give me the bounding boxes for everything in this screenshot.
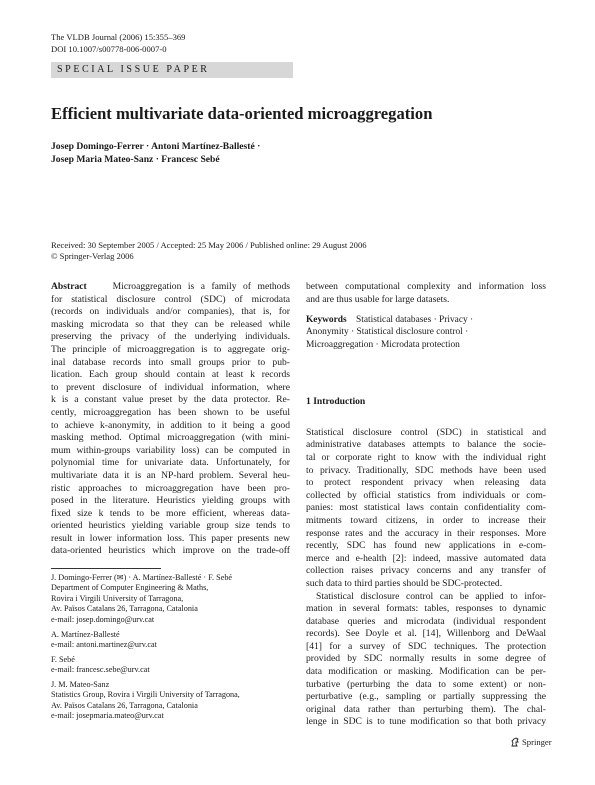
abstract-line: ristic approaches to microaggregation have been pro- <box>51 482 290 494</box>
abstract-line: to achieve k-anonymity, in addition to it being a good <box>51 419 290 431</box>
abstract-line: lication. Each group should contain at least k records <box>51 369 290 381</box>
keywords-line: Microaggregation · Microdata protection <box>306 339 460 350</box>
authors-line-2: Josep Maria Mateo-Sanz · Francesc Sebé <box>51 154 220 165</box>
intro-paragraph-1 <box>306 427 546 591</box>
abstract-line: multivariate data it is an NP-hard problem. Several heu- <box>51 469 290 481</box>
section-heading-introduction: 1 Introduction <box>306 395 366 407</box>
abstract-line: The principle of microaggregation is to aggregate orig- <box>51 343 290 355</box>
affiliation-block <box>51 573 291 625</box>
abstract-continuation <box>306 281 546 306</box>
affiliation-line: F. Sebé <box>51 655 75 664</box>
intro-line: tal or corporate right to know with the individual right <box>306 451 546 463</box>
abstract-line: cently, microaggregation has been shown to be useful <box>51 406 290 418</box>
intro-line: merce and e-health [2]: indeed, massive automated data <box>306 552 546 564</box>
author-list <box>51 140 260 166</box>
intro-line: response rates and the accuracy in their responses. More <box>306 527 546 539</box>
intro-line: to protect respondent privacy when releasing data <box>306 477 546 489</box>
received-dates: Received: 30 September 2005 / Accepted: 25 May 2006 / Published online: 29 August 2006 <box>51 240 367 250</box>
abstract-line: masking microdata so that they can be released while <box>51 318 290 330</box>
abstract-line: result in lower information loss. This paper presents new <box>51 532 290 544</box>
abstract-line: oriented heuristics yielding variable group size tends to <box>51 520 290 532</box>
intro-line: mitments toward citizens, in order to increase their <box>306 514 546 526</box>
intro-line: mation in several formats: tables, responses to dynamic <box>306 603 546 615</box>
abstract-line: data-oriented heuristics which improve on the trade-off <box>51 545 290 557</box>
intro-line: database queries and microdata (individual respondent <box>306 615 546 627</box>
abstract-line: to prevent disclosure of individual information, where <box>51 381 290 393</box>
abstract-line: Abstract Microaggregation is a family of methods <box>51 281 290 292</box>
affiliation-block <box>51 630 291 651</box>
affiliation-line: J. M. Mateo-Sanz <box>51 680 110 689</box>
intro-line: perturbative (e.g., sampling or partially suppressing the <box>306 691 546 703</box>
affiliation-email: e-mail: antoni.martinez@urv.cat <box>51 640 157 650</box>
affiliation-line: J. Domingo-Ferrer (✉) · A. Martínez-Ballesté · F. Sebé <box>51 573 233 582</box>
affiliation-line: Department of Computer Engineering & Maths, <box>51 583 209 593</box>
special-issue-band <box>51 62 293 78</box>
abstract-line: polynomial time for univariate data. Unfortunately, for <box>51 457 290 469</box>
affiliation-line: Av. Països Catalans 26, Tarragona, Catalonia <box>51 604 198 614</box>
journal-header <box>51 32 185 55</box>
abstract-line: masking method. Optimal microaggregation (with mini- <box>51 432 290 444</box>
intro-line: turbative (perturbing the data to some extent) or non- <box>306 678 546 690</box>
intro-line: [41] for a survey of SDC techniques. The protection <box>306 640 546 652</box>
affiliation-block <box>51 655 291 676</box>
intro-line: such data to third parties should be SDC-protected. <box>306 577 503 589</box>
authors-line-1: Josep Domingo-Ferrer · Antoni Martínez-Ballesté · <box>51 141 261 152</box>
abstract-line: mum within-groups variability loss) can be computed in <box>51 444 290 456</box>
publisher-footer <box>510 737 552 747</box>
abstract-label: Abstract <box>51 281 87 292</box>
keywords <box>306 314 546 351</box>
special-issue-label: SPECIAL ISSUE PAPER <box>57 64 210 75</box>
keywords-line: Anonymity · Statistical disclosure control · <box>306 327 469 338</box>
left-column <box>51 281 290 558</box>
affiliation-email: e-mail: josepmaria.mateo@urv.cat <box>51 711 164 721</box>
intro-line: to privacy. Traditionally, SDC methods have been used <box>306 464 546 476</box>
intro-line: panies: most statistical laws contain confidentiality com- <box>306 502 546 514</box>
affiliation-line: Av. Països Catalans 26, Tarragona, Catalonia <box>51 700 198 710</box>
intro-line: records). See Doyle et al. [14], Willenborg and DeWaal <box>306 628 546 640</box>
journal-citation: The VLDB Journal (2006) 15:355–369 <box>51 32 186 42</box>
intro-line: provided by SDC normally results in some degree of <box>306 653 546 665</box>
abstract-line: posed in the literature. Heuristics yielding groups with <box>51 495 290 507</box>
abstract-line: for statistical disclosure control (SDC) of microdata <box>51 293 290 305</box>
affiliation-line: Rovira i Virgili University of Tarragona, <box>51 593 184 603</box>
paper-title: Efficient multivariate data-oriented microaggregation <box>51 104 433 123</box>
affiliation-line: A. Martínez-Ballesté <box>51 630 120 639</box>
abstract-line: preserving the privacy of the underlying individuals. <box>51 331 290 343</box>
publication-history <box>51 240 367 262</box>
right-column <box>306 281 546 729</box>
copyright: © Springer-Verlag 2006 <box>51 251 134 261</box>
affiliation-line: Statistics Group, Rovira i Virgili University of Tarragona, <box>51 690 240 700</box>
abstract-line: inal database records into small groups prior to pub- <box>51 356 290 368</box>
intro-line: lenge in SDC is to tune modification so that both privacy <box>306 716 546 728</box>
intro-line: administrative databases attempts to balance the socie- <box>306 439 546 451</box>
intro-line: recently, SDC has found new applications in e-com- <box>306 540 546 552</box>
intro-paragraph-2 <box>306 591 546 730</box>
keywords-line: Keywords Statistical databases · Privacy · <box>306 315 474 326</box>
intro-line: data modification or masking. Modification can be per- <box>306 666 546 678</box>
intro-line: collection raises privacy concerns and any transfer of <box>306 565 546 577</box>
intro-line: Statistical disclosure control can be applied to infor- <box>316 590 546 602</box>
publisher-name: Springer <box>522 737 552 747</box>
intro-line: original data rather than perturbing them). The chal- <box>306 703 546 715</box>
abstract-line: between computational complexity and information loss <box>306 281 546 292</box>
abstract-line: (records on individuals and/or companies), that is, for <box>51 306 290 318</box>
abstract-line: k is a constant value preset by the data protector. Re- <box>51 394 290 406</box>
abstract-line: fixed size k tends to be more efficient, whereas data- <box>51 507 290 519</box>
abstract-line: and are thus usable for large datasets. <box>306 293 450 305</box>
intro-line: collected by official statistics from individuals or com- <box>306 489 546 501</box>
affiliation-divider <box>51 568 161 569</box>
intro-line: Statistical disclosure control (SDC) in statistical and <box>306 426 546 438</box>
abstract <box>51 281 290 558</box>
springer-horse-icon <box>510 737 520 747</box>
affiliation-email: e-mail: francesc.sebe@urv.cat <box>51 665 150 675</box>
affiliation-email: e-mail: josep.domingo@urv.cat <box>51 614 155 624</box>
affiliation-block <box>51 680 291 722</box>
doi: DOI 10.1007/s00778-006-0007-0 <box>51 43 167 54</box>
keywords-label: Keywords <box>306 315 347 326</box>
